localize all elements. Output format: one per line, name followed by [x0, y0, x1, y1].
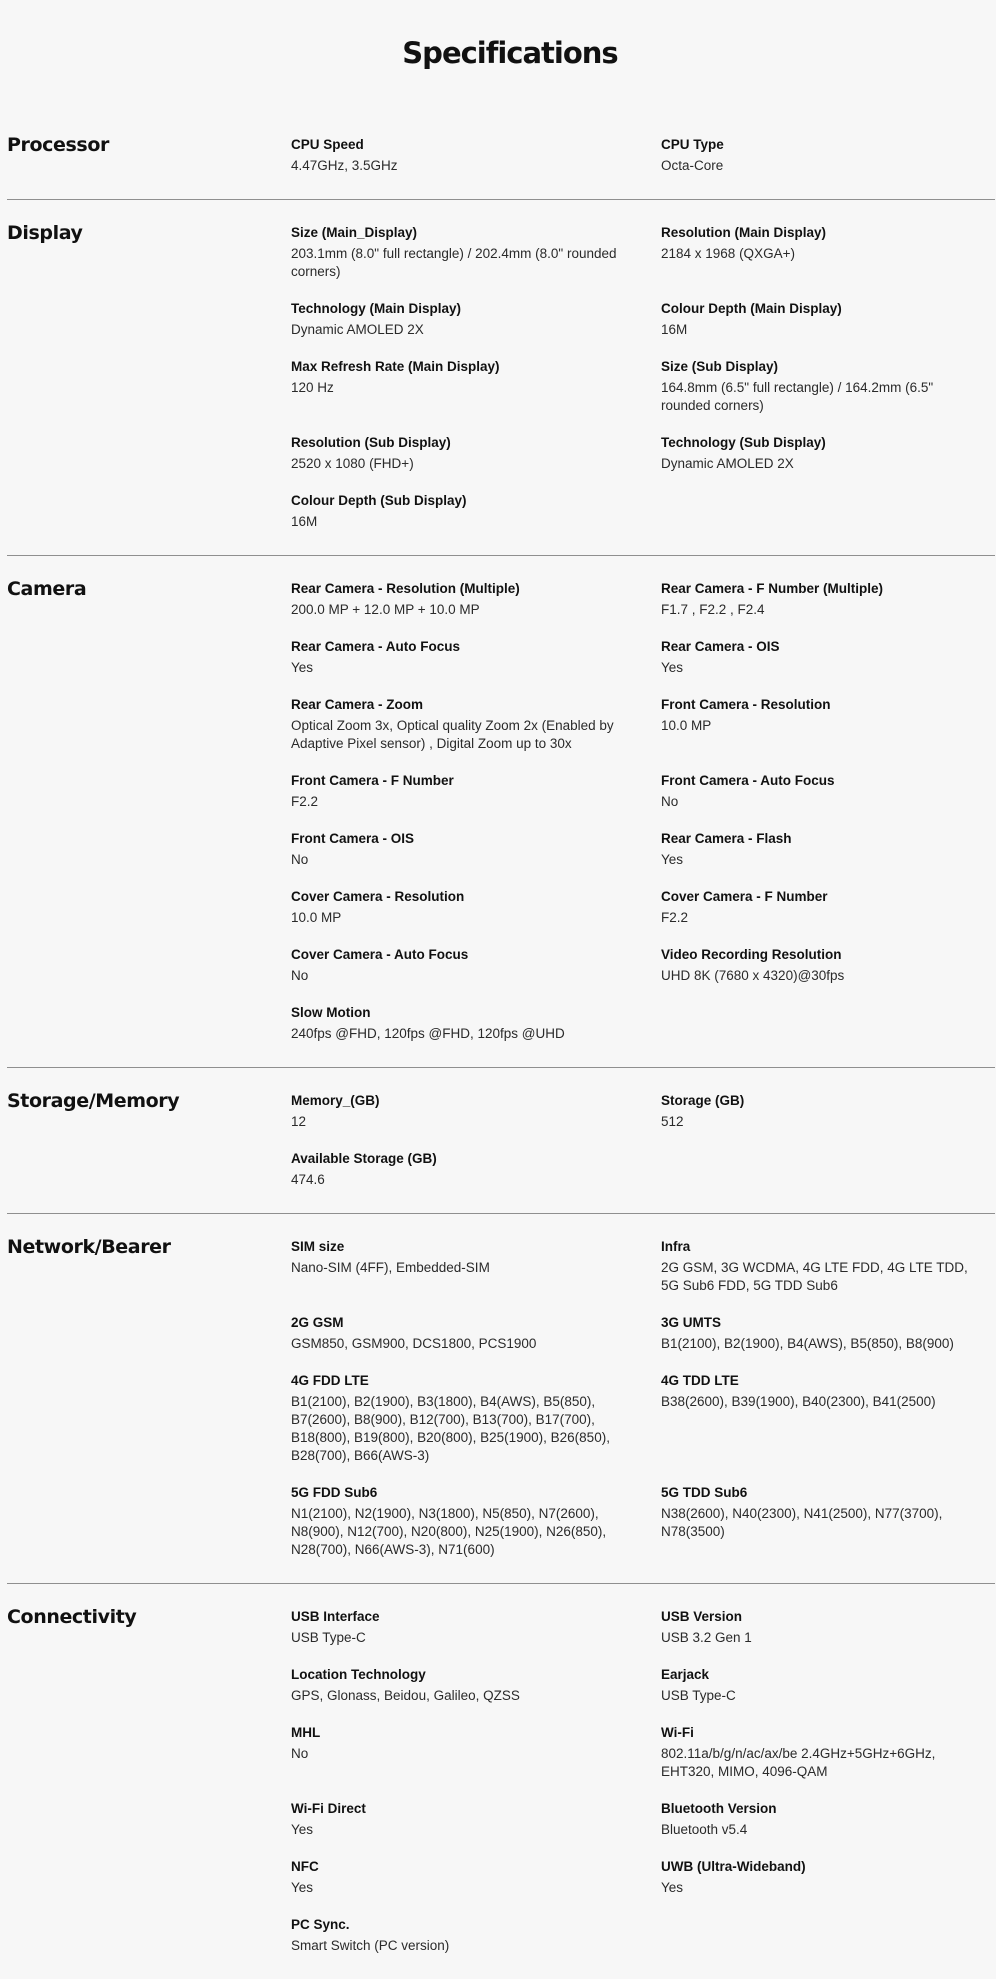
spec-value: Optical Zoom 3x, Optical quality Zoom 2x (Enabled by Adaptive Pixel sensor) , Digital Zoom up to 30x: [291, 718, 614, 751]
spec-value: 2184 x 1968 (QXGA+): [661, 246, 795, 261]
spec-item: [661, 696, 991, 753]
spec-label: Resolution (Main Display): [661, 225, 827, 240]
spec-value: 203.1mm (8.0" full rectangle) / 202.4mm (8.0" rounded corners): [291, 246, 617, 279]
spec-value: Dynamic AMOLED 2X: [291, 322, 424, 337]
spec-item: [661, 772, 991, 811]
spec-label: 4G FDD LTE: [291, 1373, 369, 1388]
spec-value: 2G GSM, 3G WCDMA, 4G LTE FDD, 4G LTE TDD, 5G Sub6 FDD, 5G TDD Sub6: [661, 1260, 968, 1293]
spec-label: Max Refresh Rate (Main Display): [291, 359, 500, 374]
spec-value: 4.47GHz, 3.5GHz: [291, 158, 398, 173]
spec-label: Front Camera - OIS: [291, 831, 415, 846]
spec-label: UWB (Ultra-Wideband): [661, 1859, 806, 1874]
spec-label: NFC: [291, 1859, 319, 1874]
spec-item: [661, 1666, 991, 1705]
spec-value: 16M: [661, 322, 688, 337]
spec-value: N1(2100), N2(1900), N3(1800), N5(850), N7(2600), N8(900), N12(700), N20(800), N25(1900), N26(850), N28(700), N66(AWS-3), N71(600): [291, 1506, 607, 1557]
spec-value: 200.0 MP + 12.0 MP + 10.0 MP: [291, 602, 480, 617]
spec-item: [291, 136, 661, 175]
section-title: Network/Bearer: [7, 1236, 171, 1258]
spec-value: Yes: [291, 1880, 314, 1895]
spec-value: Yes: [661, 852, 684, 867]
spec-item: [291, 580, 661, 619]
section-title: Display: [7, 222, 83, 244]
spec-value: No: [661, 794, 679, 809]
spec-value: Dynamic AMOLED 2X: [661, 456, 794, 471]
spec-value: F2.2: [661, 910, 689, 925]
spec-item: [291, 946, 661, 985]
spec-item: [291, 300, 661, 339]
spec-item: [291, 772, 661, 811]
spec-item: [291, 1858, 661, 1897]
spec-value: B1(2100), B2(1900), B4(AWS), B5(850), B8(900): [661, 1336, 954, 1351]
spec-item: [661, 580, 991, 619]
spec-label: USB Version: [661, 1609, 743, 1624]
spec-item: [291, 224, 661, 281]
spec-item: [661, 300, 991, 339]
spec-section: [7, 200, 995, 556]
spec-label: Rear Camera - Resolution (Multiple): [291, 581, 520, 596]
section-title: Processor: [7, 134, 109, 156]
spec-item: [661, 830, 991, 869]
spec-value: No: [291, 852, 309, 867]
spec-item: [661, 888, 991, 927]
spec-value: 120 Hz: [291, 380, 334, 395]
spec-item: [661, 1858, 991, 1897]
spec-value: GPS, Glonass, Beidou, Galileo, QZSS: [291, 1688, 520, 1703]
spec-grid: [291, 136, 995, 175]
spec-value: 240fps @FHD, 120fps @FHD, 120fps @UHD: [291, 1026, 565, 1041]
spec-value: 10.0 MP: [661, 718, 712, 733]
spec-label: Wi-Fi: [661, 1725, 694, 1740]
spec-item: [661, 946, 991, 985]
spec-label: Available Storage (GB): [291, 1151, 437, 1166]
spec-item: [291, 1724, 661, 1781]
spec-value: Yes: [661, 1880, 684, 1895]
spec-grid: [291, 580, 995, 1043]
spec-value: F2.2: [291, 794, 319, 809]
spec-value: USB Type-C: [291, 1630, 366, 1645]
spec-value: UHD 8K (7680 x 4320)@30fps: [661, 968, 845, 983]
spec-value: B38(2600), B39(1900), B40(2300), B41(2500): [661, 1394, 936, 1409]
spec-label: Video Recording Resolution: [661, 947, 842, 962]
spec-item: [661, 1800, 991, 1839]
spec-item: [661, 1608, 991, 1647]
spec-label: Rear Camera - OIS: [661, 639, 780, 654]
spec-sections: [7, 112, 995, 1979]
spec-item: [291, 638, 661, 677]
spec-value: No: [291, 1746, 309, 1761]
spec-item: [661, 1724, 991, 1781]
spec-value: Yes: [291, 660, 314, 675]
spec-item: [661, 1092, 991, 1131]
spec-label: Rear Camera - F Number (Multiple): [661, 581, 884, 596]
spec-item: [661, 1372, 991, 1465]
spec-grid: [291, 1238, 995, 1559]
spec-item: [661, 358, 991, 415]
spec-label: SIM size: [291, 1239, 345, 1254]
spec-grid: [291, 224, 995, 531]
spec-item: [291, 492, 661, 531]
spec-label: Cover Camera - F Number: [661, 889, 828, 904]
spec-item: [291, 830, 661, 869]
spec-value: 12: [291, 1114, 307, 1129]
spec-item: [291, 1484, 661, 1559]
spec-label: Storage (GB): [661, 1093, 745, 1108]
spec-grid: [291, 1608, 995, 1955]
spec-section: [7, 556, 995, 1068]
spec-label: Wi-Fi Direct: [291, 1801, 366, 1816]
spec-label: Rear Camera - Auto Focus: [291, 639, 461, 654]
spec-label: Location Technology: [291, 1667, 426, 1682]
spec-section: [7, 1068, 995, 1214]
section-title: Storage/Memory: [7, 1090, 180, 1112]
spec-value: Nano-SIM (4FF), Embedded-SIM: [291, 1260, 490, 1275]
spec-value: No: [291, 968, 309, 983]
spec-item: [291, 1092, 661, 1131]
spec-item: [291, 1800, 661, 1839]
spec-value: 16M: [291, 514, 318, 529]
spec-value: Bluetooth v5.4: [661, 1822, 748, 1837]
spec-item: [291, 1608, 661, 1647]
section-title: Camera: [7, 578, 87, 600]
spec-item: [291, 1004, 661, 1043]
spec-value: GSM850, GSM900, DCS1800, PCS1900: [291, 1336, 537, 1351]
spec-label: Size (Sub Display): [661, 359, 779, 374]
spec-value: USB 3.2 Gen 1: [661, 1630, 752, 1645]
spec-label: 5G FDD Sub6: [291, 1485, 378, 1500]
spec-label: Memory_(GB): [291, 1093, 380, 1108]
spec-value: 802.11a/b/g/n/ac/ax/be 2.4GHz+5GHz+6GHz, EHT320, MIMO, 4096-QAM: [661, 1746, 936, 1779]
spec-label: Colour Depth (Sub Display): [291, 493, 467, 508]
spec-label: Front Camera - Resolution: [661, 697, 831, 712]
spec-label: MHL: [291, 1725, 321, 1740]
spec-item: [291, 888, 661, 927]
spec-item: [291, 696, 661, 753]
spec-value: Octa-Core: [661, 158, 724, 173]
spec-item: [661, 1314, 991, 1353]
spec-value: Smart Switch (PC version): [291, 1938, 450, 1953]
spec-value: N38(2600), N40(2300), N41(2500), N77(3700), N78(3500): [661, 1506, 943, 1539]
spec-value: 512: [661, 1114, 684, 1129]
spec-item: [661, 224, 991, 281]
spec-value: B1(2100), B2(1900), B3(1800), B4(AWS), B5(850), B7(2600), B8(900), B12(700), B13(700), B17(700), B18(800), B19(800), B20(800), B25(1900), B26(850), B28(700), B66(AWS-3): [291, 1394, 610, 1463]
spec-item: [661, 1484, 991, 1559]
spec-label: Rear Camera - Flash: [661, 831, 792, 846]
spec-label: USB Interface: [291, 1609, 380, 1624]
spec-item: [291, 434, 661, 473]
spec-item: [291, 1916, 661, 1955]
spec-value: 2520 x 1080 (FHD+): [291, 456, 414, 471]
spec-label: Resolution (Sub Display): [291, 435, 451, 450]
spec-label: PC Sync.: [291, 1917, 350, 1932]
spec-label: Cover Camera - Auto Focus: [291, 947, 469, 962]
spec-label: Front Camera - Auto Focus: [661, 773, 835, 788]
spec-label: Size (Main_Display): [291, 225, 418, 240]
spec-label: CPU Speed: [291, 137, 364, 152]
spec-grid: [291, 1092, 995, 1189]
spec-item: [291, 1238, 661, 1295]
spec-item: [661, 1238, 991, 1295]
spec-value: F1.7 , F2.2 , F2.4: [661, 602, 765, 617]
spec-section: [7, 112, 995, 200]
spec-item: [291, 1372, 661, 1465]
spec-label: 2G GSM: [291, 1315, 344, 1330]
spec-label: 5G TDD Sub6: [661, 1485, 748, 1500]
spec-item: [291, 1150, 661, 1189]
spec-label: Infra: [661, 1239, 691, 1254]
spec-label: Colour Depth (Main Display): [661, 301, 842, 316]
spec-item: [291, 1314, 661, 1353]
spec-label: Rear Camera - Zoom: [291, 697, 424, 712]
spec-value: 10.0 MP: [291, 910, 342, 925]
spec-label: Earjack: [661, 1667, 710, 1682]
spec-section: [7, 1214, 995, 1584]
spec-label: 4G TDD LTE: [661, 1373, 739, 1388]
spec-value: USB Type-C: [661, 1688, 736, 1703]
page-title: Specifications: [402, 36, 618, 70]
spec-value: Yes: [661, 660, 684, 675]
spec-label: Slow Motion: [291, 1005, 371, 1020]
spec-label: Technology (Main Display): [291, 301, 462, 316]
spec-item: [661, 638, 991, 677]
spec-label: Cover Camera - Resolution: [291, 889, 465, 904]
section-title: Connectivity: [7, 1606, 137, 1628]
spec-item: [291, 1666, 661, 1705]
spec-label: Front Camera - F Number: [291, 773, 454, 788]
spec-label: 3G UMTS: [661, 1315, 722, 1330]
spec-item: [291, 358, 661, 415]
spec-label: Bluetooth Version: [661, 1801, 777, 1816]
spec-section: [7, 1584, 995, 1979]
spec-item: [661, 136, 991, 175]
spec-label: Technology (Sub Display): [661, 435, 826, 450]
spec-value: Yes: [291, 1822, 314, 1837]
spec-value: 474.6: [291, 1172, 325, 1187]
spec-label: CPU Type: [661, 137, 724, 152]
spec-item: [661, 434, 991, 473]
spec-value: 164.8mm (6.5" full rectangle) / 164.2mm (6.5" rounded corners): [661, 380, 934, 413]
